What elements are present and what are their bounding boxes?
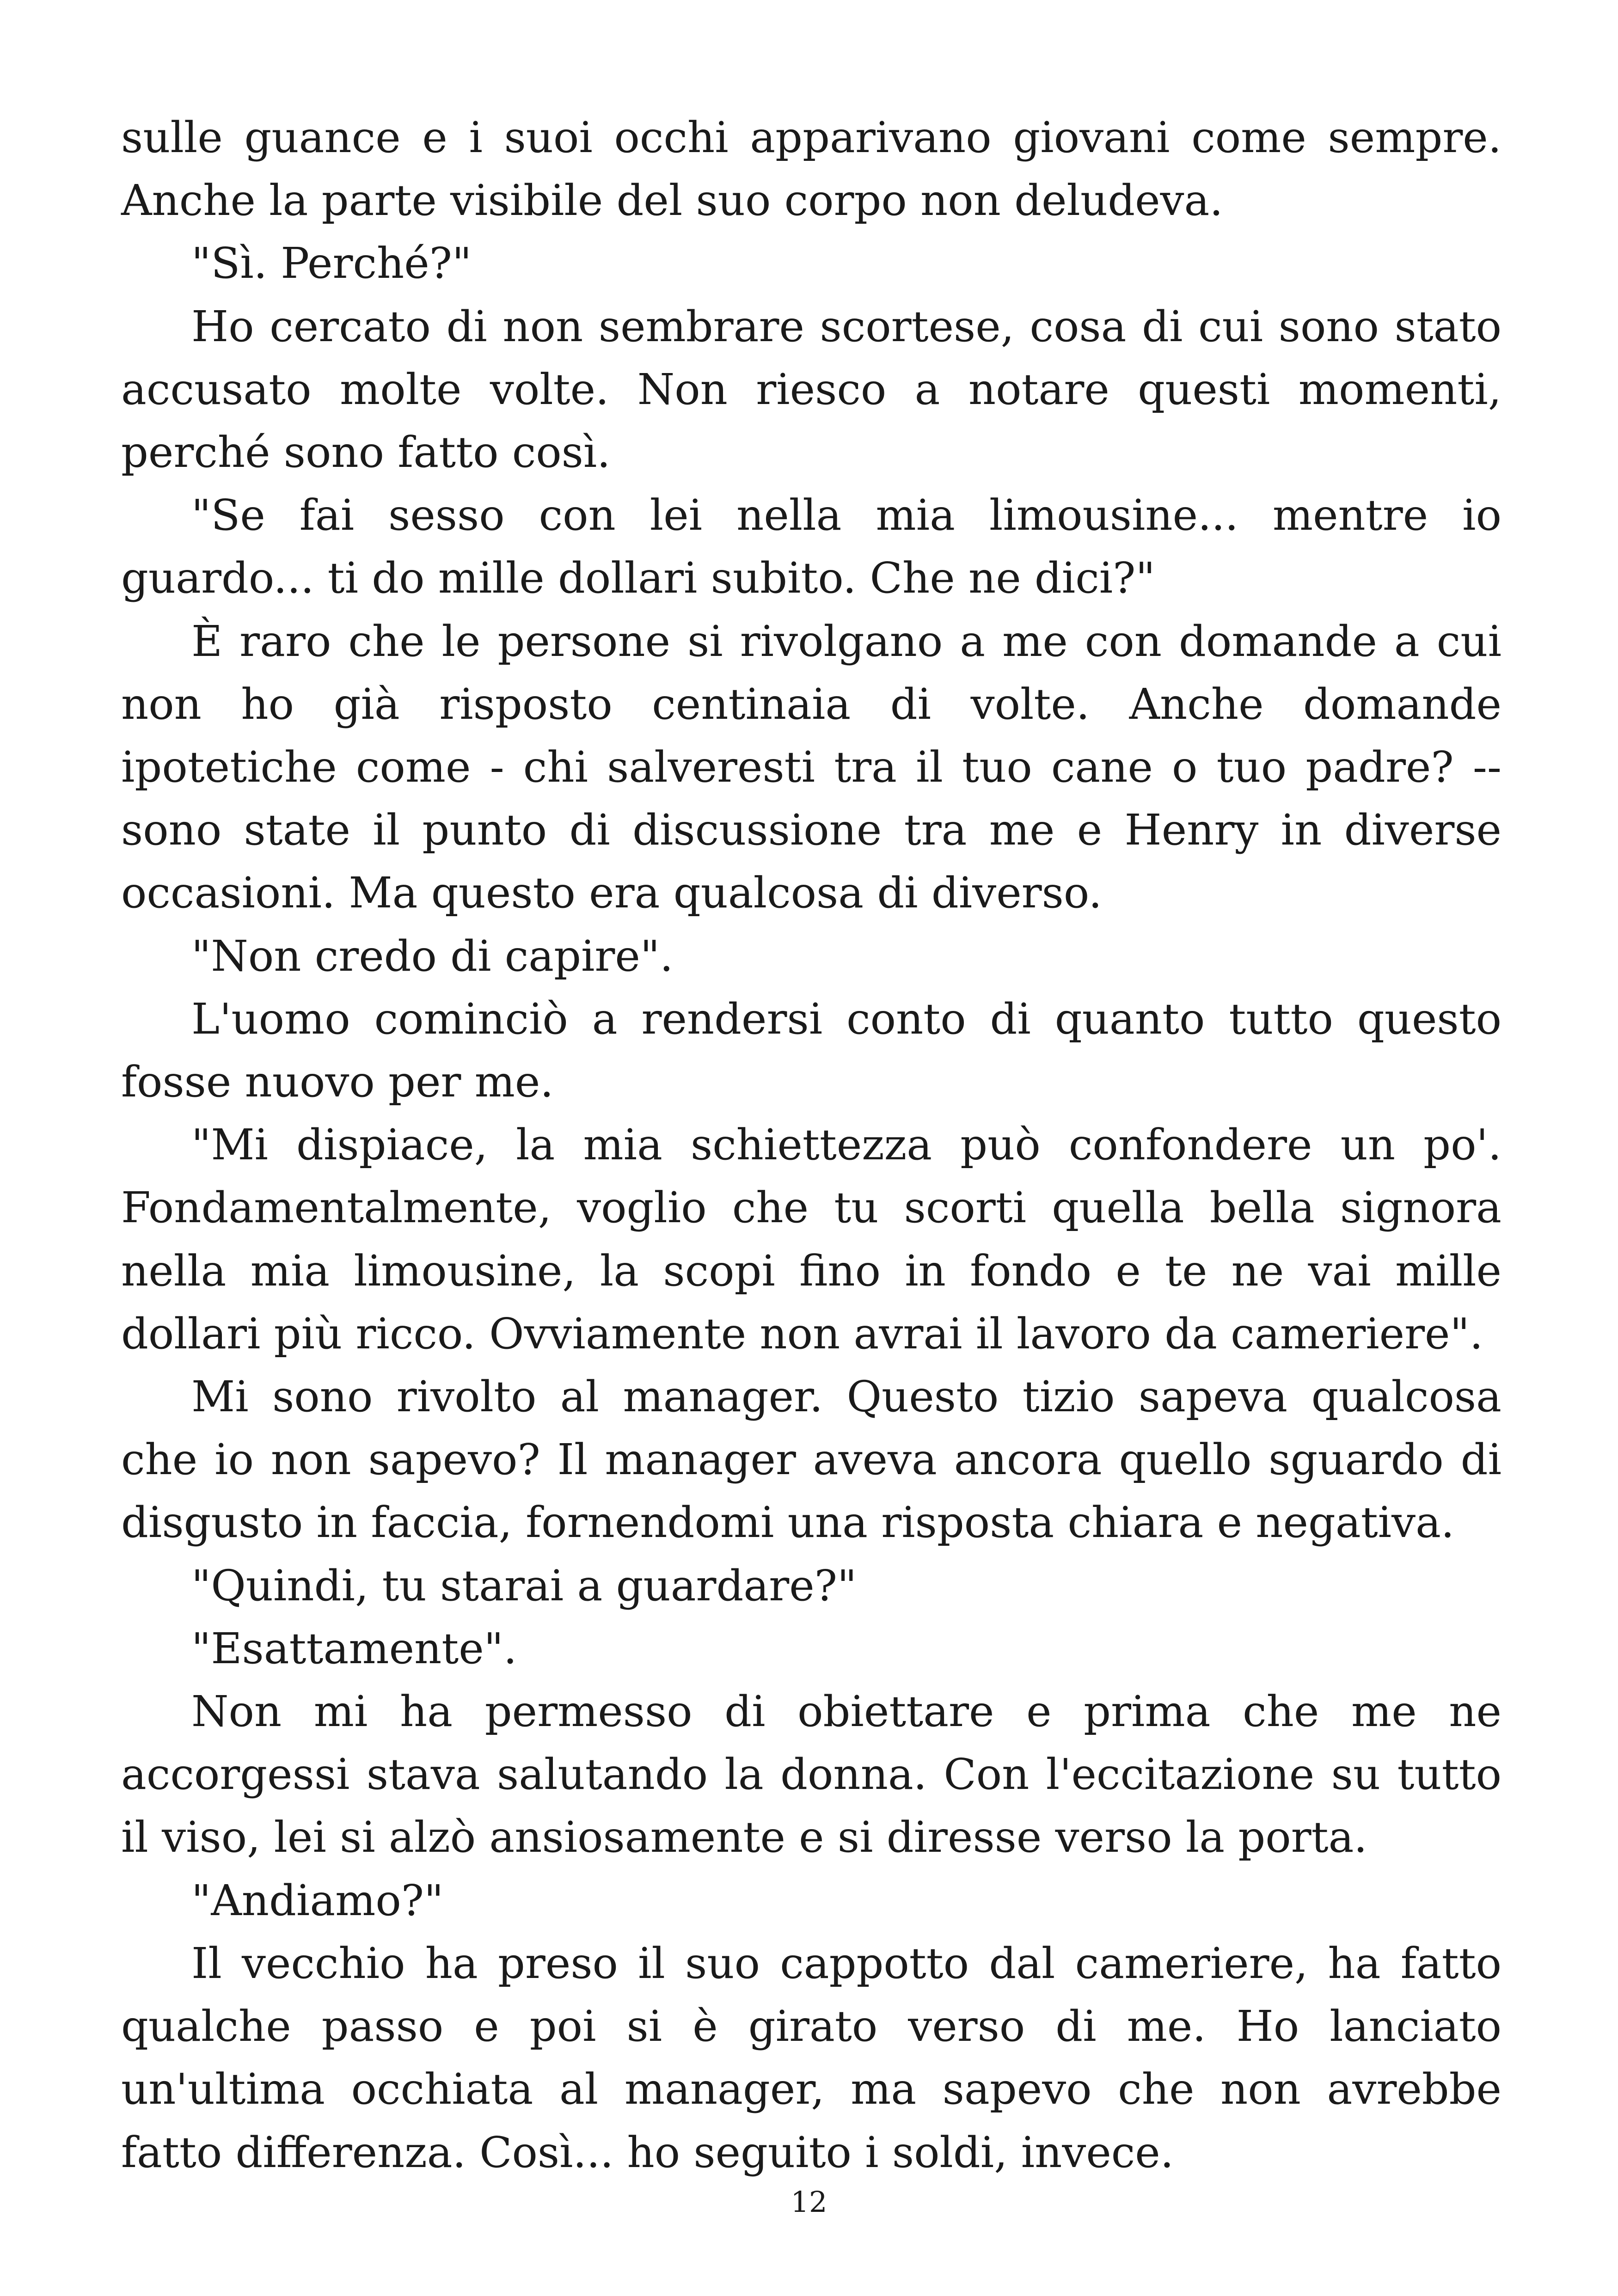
paragraph-dialogue: "Sì. Perché?" (191, 239, 472, 288)
paragraph-dialogue: "Non credo di capire". (191, 931, 674, 981)
paragraph: Il vecchio ha preso il suo cappotto dal cameriere, ha fatto qualche passo e poi si è girato verso di me. Ho lanciato un'ultima occhiata al manager, ma sapevo che non avrebbe fatto differenza. Così... ho seguito i soldi, invece. (121, 1938, 1502, 2177)
paragraph-continuation: sulle guance e i suoi occhi apparivano giovani come sempre. Anche la parte visibile del suo corpo non deludeva. (121, 113, 1502, 226)
paragraph-dialogue: "Andiamo?" (191, 1875, 444, 1925)
paragraph: L'uomo cominciò a rendersi conto di quanto tutto questo fosse nuovo per me. (121, 994, 1502, 1107)
paragraph: Mi sono rivolto al manager. Questo tizio sapeva qualcosa che io non sapevo? Il manager aveva ancora quello sguardo di disgusto in faccia, fornendomi una risposta chiara e negativa. (121, 1372, 1502, 1548)
paragraph: Ho cercato di non sembrare scortese, cosa di cui sono stato accusato molte volte. Non riesco a notare questi momenti, perché sono fatto così. (121, 301, 1502, 478)
paragraph-dialogue: "Mi dispiace, la mia schiettezza può confondere un po'. Fondamentalmente, voglio che tu scorti quella bella signora nella mia limousine, la scopi fino in fondo e te ne vai mille dollari più ricco. Ovviamente non avrai il lavoro da cameriere". (121, 1120, 1502, 1359)
paragraph-dialogue: "Quindi, tu starai a guardare?" (191, 1561, 857, 1610)
paragraph: È raro che le persone si rivolgano a me con domande a cui non ho già risposto centinaia di volte. Anche domande ipotetiche come - chi salveresti tra il tuo cane o tuo padre? -- sono state il punto di discussione tra me e Henry in diverse occasioni. Ma questo era qualcosa di diverso. (121, 616, 1502, 918)
page-number: 12 (791, 2185, 827, 2219)
paragraph-dialogue: "Esattamente". (191, 1623, 517, 1673)
paragraph-dialogue: "Se fai sesso con lei nella mia limousine... mentre io guardo... ti do mille dollari subito. Che ne dici?" (121, 490, 1502, 603)
paragraph: Non mi ha permesso di obiettare e prima che me ne accorgessi stava salutando la donna. Con l'eccitazione su tutto il viso, lei si alzò ansiosamente e si diresse verso la porta. (121, 1687, 1502, 1862)
page-body (121, 106, 1502, 2184)
